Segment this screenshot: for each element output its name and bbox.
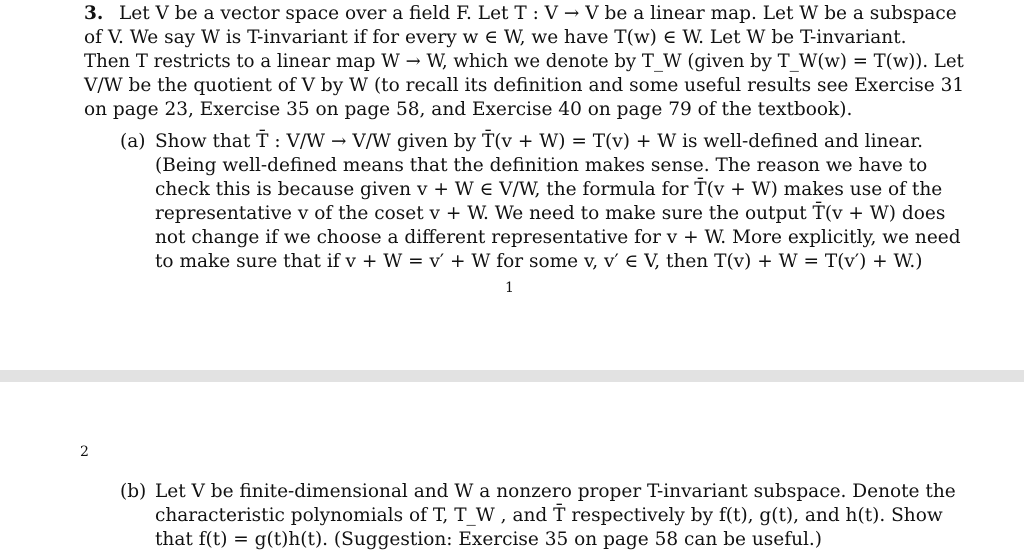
page-number: 2 — [80, 444, 89, 460]
part-a-text-line: representative v of the coset v + W. We need to make sure the output T̄(v + W) does — [155, 203, 946, 224]
problem-number: 3. — [84, 3, 104, 24]
part-a-label: (a) — [120, 131, 146, 152]
problem-text-line: V/W be the quotient of V by W (to recall its definition and some useful results see Exercise 31 — [84, 75, 965, 96]
page-separator — [0, 370, 1024, 382]
part-a-text-line: Show that T̄ : V/W → V/W given by T̄(v + W) = T(v) + W is well-defined and linear. — [155, 131, 924, 152]
problem-text-line: of V. We say W is T-invariant if for every w ∈ W, we have T(w) ∈ W. Let W be T-invariant. — [84, 27, 907, 48]
page-number: 1 — [505, 280, 514, 296]
part-b-label: (b) — [120, 481, 147, 502]
part-a-text-line: to make sure that if v + W = v′ + W for some v, v′ ∈ V, then T(v) + W = T(v′) + W.) — [155, 251, 923, 272]
part-b-text-line: Let V be finite-dimensional and W a nonzero proper T-invariant subspace. Denote the — [155, 481, 956, 502]
part-a-text-line: not change if we choose a different representative for v + W. More explicitly, we need — [155, 227, 961, 248]
part-b-text-line: characteristic polynomials of T, T_W , and T̄ respectively by f(t), g(t), and h(t). Show — [155, 505, 943, 526]
part-b-text-line: that f(t) = g(t)h(t). (Suggestion: Exercise 35 on page 58 can be useful.) — [155, 529, 823, 550]
problem-text-line: Let V be a vector space over a field F. Let T : V → V be a linear map. Let W be a subspace — [119, 3, 957, 24]
problem-text-line: Then T restricts to a linear map W → W, which we denote by T_W (given by T_W(w) = T(w)). Let — [84, 51, 964, 72]
part-a-text-line: (Being well-defined means that the definition makes sense. The reason we have to — [155, 155, 928, 176]
part-a-text-line: check this is because given v + W ∈ V/W, the formula for T̄(v + W) makes use of the — [155, 179, 943, 200]
problem-text-line: on page 23, Exercise 35 on page 58, and Exercise 40 on page 79 of the textbook). — [84, 99, 853, 120]
document-page-2 — [0, 382, 1024, 552]
